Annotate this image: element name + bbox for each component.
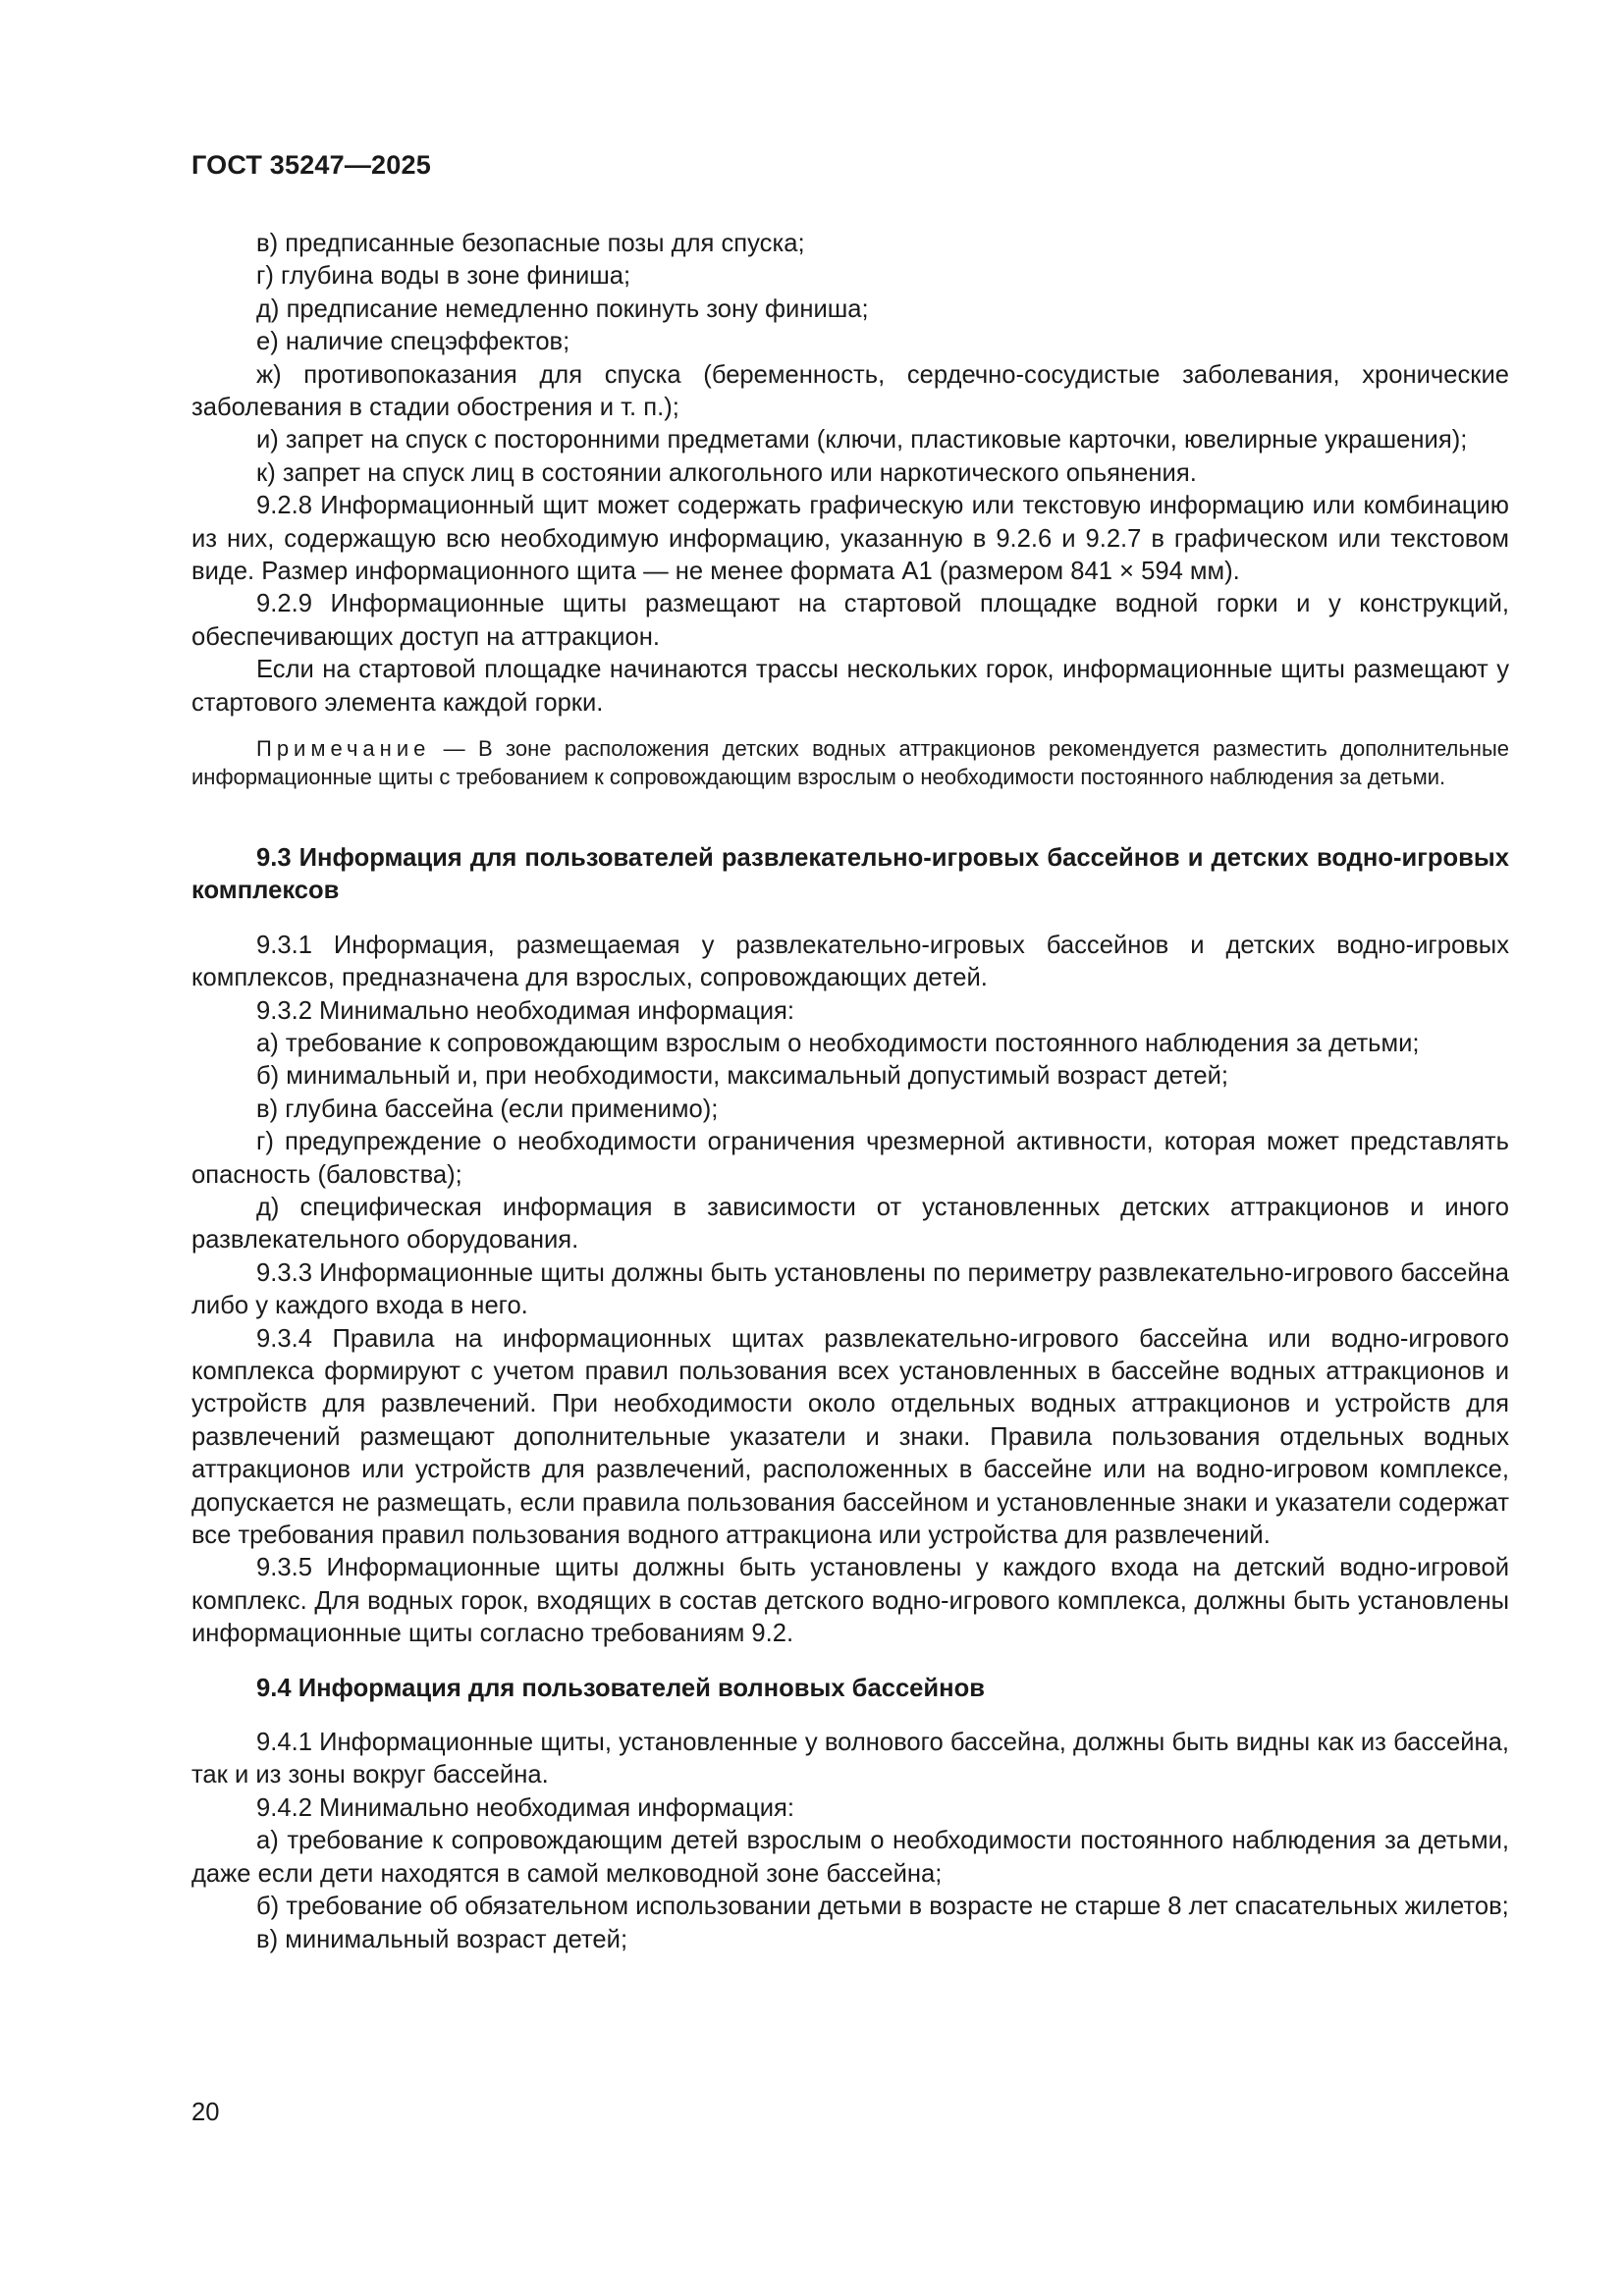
list-item: в) глубина бассейна (если применимо);	[256, 1095, 719, 1123]
clause-9-4-2: 9.4.2 Минимально необходимая информация:	[256, 1793, 794, 1822]
list-item: б) требование об обязательном использовании детьми в возрасте не старше 8 лет спасательных жилетов;	[256, 1893, 1509, 1921]
list-item: г) глубина воды в зоне финиша;	[256, 262, 631, 291]
clause-9-2-8: 9.2.8 Информационный щит может содержать графическую или текстовую информацию или комбинацию из них, содержащую всю необходимую информацию, указанную в 9.2.6 и 9.2.7 в графическом или текстовом виде. Размер информационного щита — не менее формата А1 (размером 841 × 594 мм).	[191, 492, 1509, 586]
list-item: б) минимальный и, при необходимости, максимальный допустимый возраст детей;	[256, 1062, 1229, 1091]
clause-9-3-1: 9.3.1 Информация, размещаемая у развлекательно-игровых бассейнов и детских водно-игровых комплексов, предназначена для взрослых, сопровождающих детей.	[191, 931, 1509, 992]
list-item: к) запрет на спуск лиц в состоянии алкогольного или наркотического опьянения.	[256, 458, 1197, 487]
paragraph: Если на стартовой площадке начинаются трассы нескольких горок, информационные щиты размещают у стартового элемента каждой горки.	[191, 656, 1509, 717]
list-item: д) специфическая информация в зависимости от установленных детских аттракционов и иного развлекательного оборудования.	[191, 1193, 1509, 1255]
list-item: в) предписанные безопасные позы для спуска;	[256, 230, 805, 257]
document-header: ГОСТ 35247—2025	[191, 150, 431, 180]
section-heading-9-3: 9.3 Информация для пользователей развлекательно-игровых бассейнов и детских водно-игровых комплексов	[191, 843, 1509, 905]
list-item: е) наличие спецэффектов;	[256, 328, 570, 356]
clause-9-3-2: 9.3.2 Минимально необходимая информация:	[256, 996, 794, 1025]
list-item: и) запрет на спуск с посторонними предметами (ключи, пластиковые карточки, ювелирные украшения);	[256, 426, 1468, 454]
note-label: Примечание	[256, 736, 431, 762]
list-item: а) требование к сопровождающим взрослым о необходимости постоянного наблюдения за детьми;	[256, 1029, 1420, 1057]
list-item: д) предписание немедленно покинуть зону финиша;	[256, 294, 869, 323]
list-item: г) предупреждение о необходимости ограничения чрезмерной активности, которая может представлять опасность (баловства);	[191, 1128, 1509, 1189]
page-number: 20	[191, 2099, 220, 2126]
section-heading-9-4: 9.4 Информация для пользователей волновых бассейнов	[256, 1674, 985, 1702]
clause-9-3-4: 9.3.4 Правила на информационных щитах развлекательно-игрового бассейна или водно-игрового комплекса формируют с учетом правил пользования всех установленных в бассейне водных аттракционов и устройств для развлечений. При необходимости около отдельных водных аттракционов и устройств для развлечений размещают дополнительные указатели и знаки. Правила пользования отдельных водных аттракционов или устройств для развлечений, расположенных в бассейне или на водно-игровом комплексе, допускается не размещать, если правила пользования бассейном и установленные знаки и указатели содержат все требования правил пользования водного аттракциона или устройства для развлечений.	[191, 1324, 1509, 1550]
clause-9-4-1: 9.4.1 Информационные щиты, установленные у волнового бассейна, должны быть видны как из бассейна, так и из зоны вокруг бассейна.	[191, 1729, 1509, 1789]
list-item: а) требование к сопровождающим детей взрослым о необходимости постоянного наблюдения за детьми, даже если дети находятся в самой мелководной зоне бассейна;	[191, 1827, 1509, 1888]
clause-9-3-5: 9.3.5 Информационные щиты должны быть установлены у каждого входа на детский водно-игровой комплекс. Для водных горок, входящих в состав детского водно-игрового комплекса, должны быть установлены информационные щиты согласно требованиям 9.2.	[191, 1554, 1509, 1648]
note	[191, 735, 1509, 791]
list-item: в) минимальный возраст детей;	[256, 1925, 628, 1953]
clause-9-2-9: 9.2.9 Информационные щиты размещают на стартовой площадке водной горки и у конструкций, обеспечивающих доступ на аттракцион.	[191, 590, 1509, 651]
note-text: — В зоне расположения детских водных аттракционов рекомендуется разместить дополнительные информационные щиты с требованием к сопровождающим взрослым о необходимости постоянного наблюдения за детьми.	[191, 736, 1509, 789]
list-item: ж) противопоказания для спуска (беременность, сердечно-сосудистые заболевания, хронические заболевания в стадии обострения и т. п.);	[191, 360, 1509, 422]
clause-9-3-3: 9.3.3 Информационные щиты должны быть установлены по периметру развлекательно-игрового бассейна либо у каждого входа в него.	[191, 1258, 1509, 1320]
document-body	[191, 228, 1509, 1956]
